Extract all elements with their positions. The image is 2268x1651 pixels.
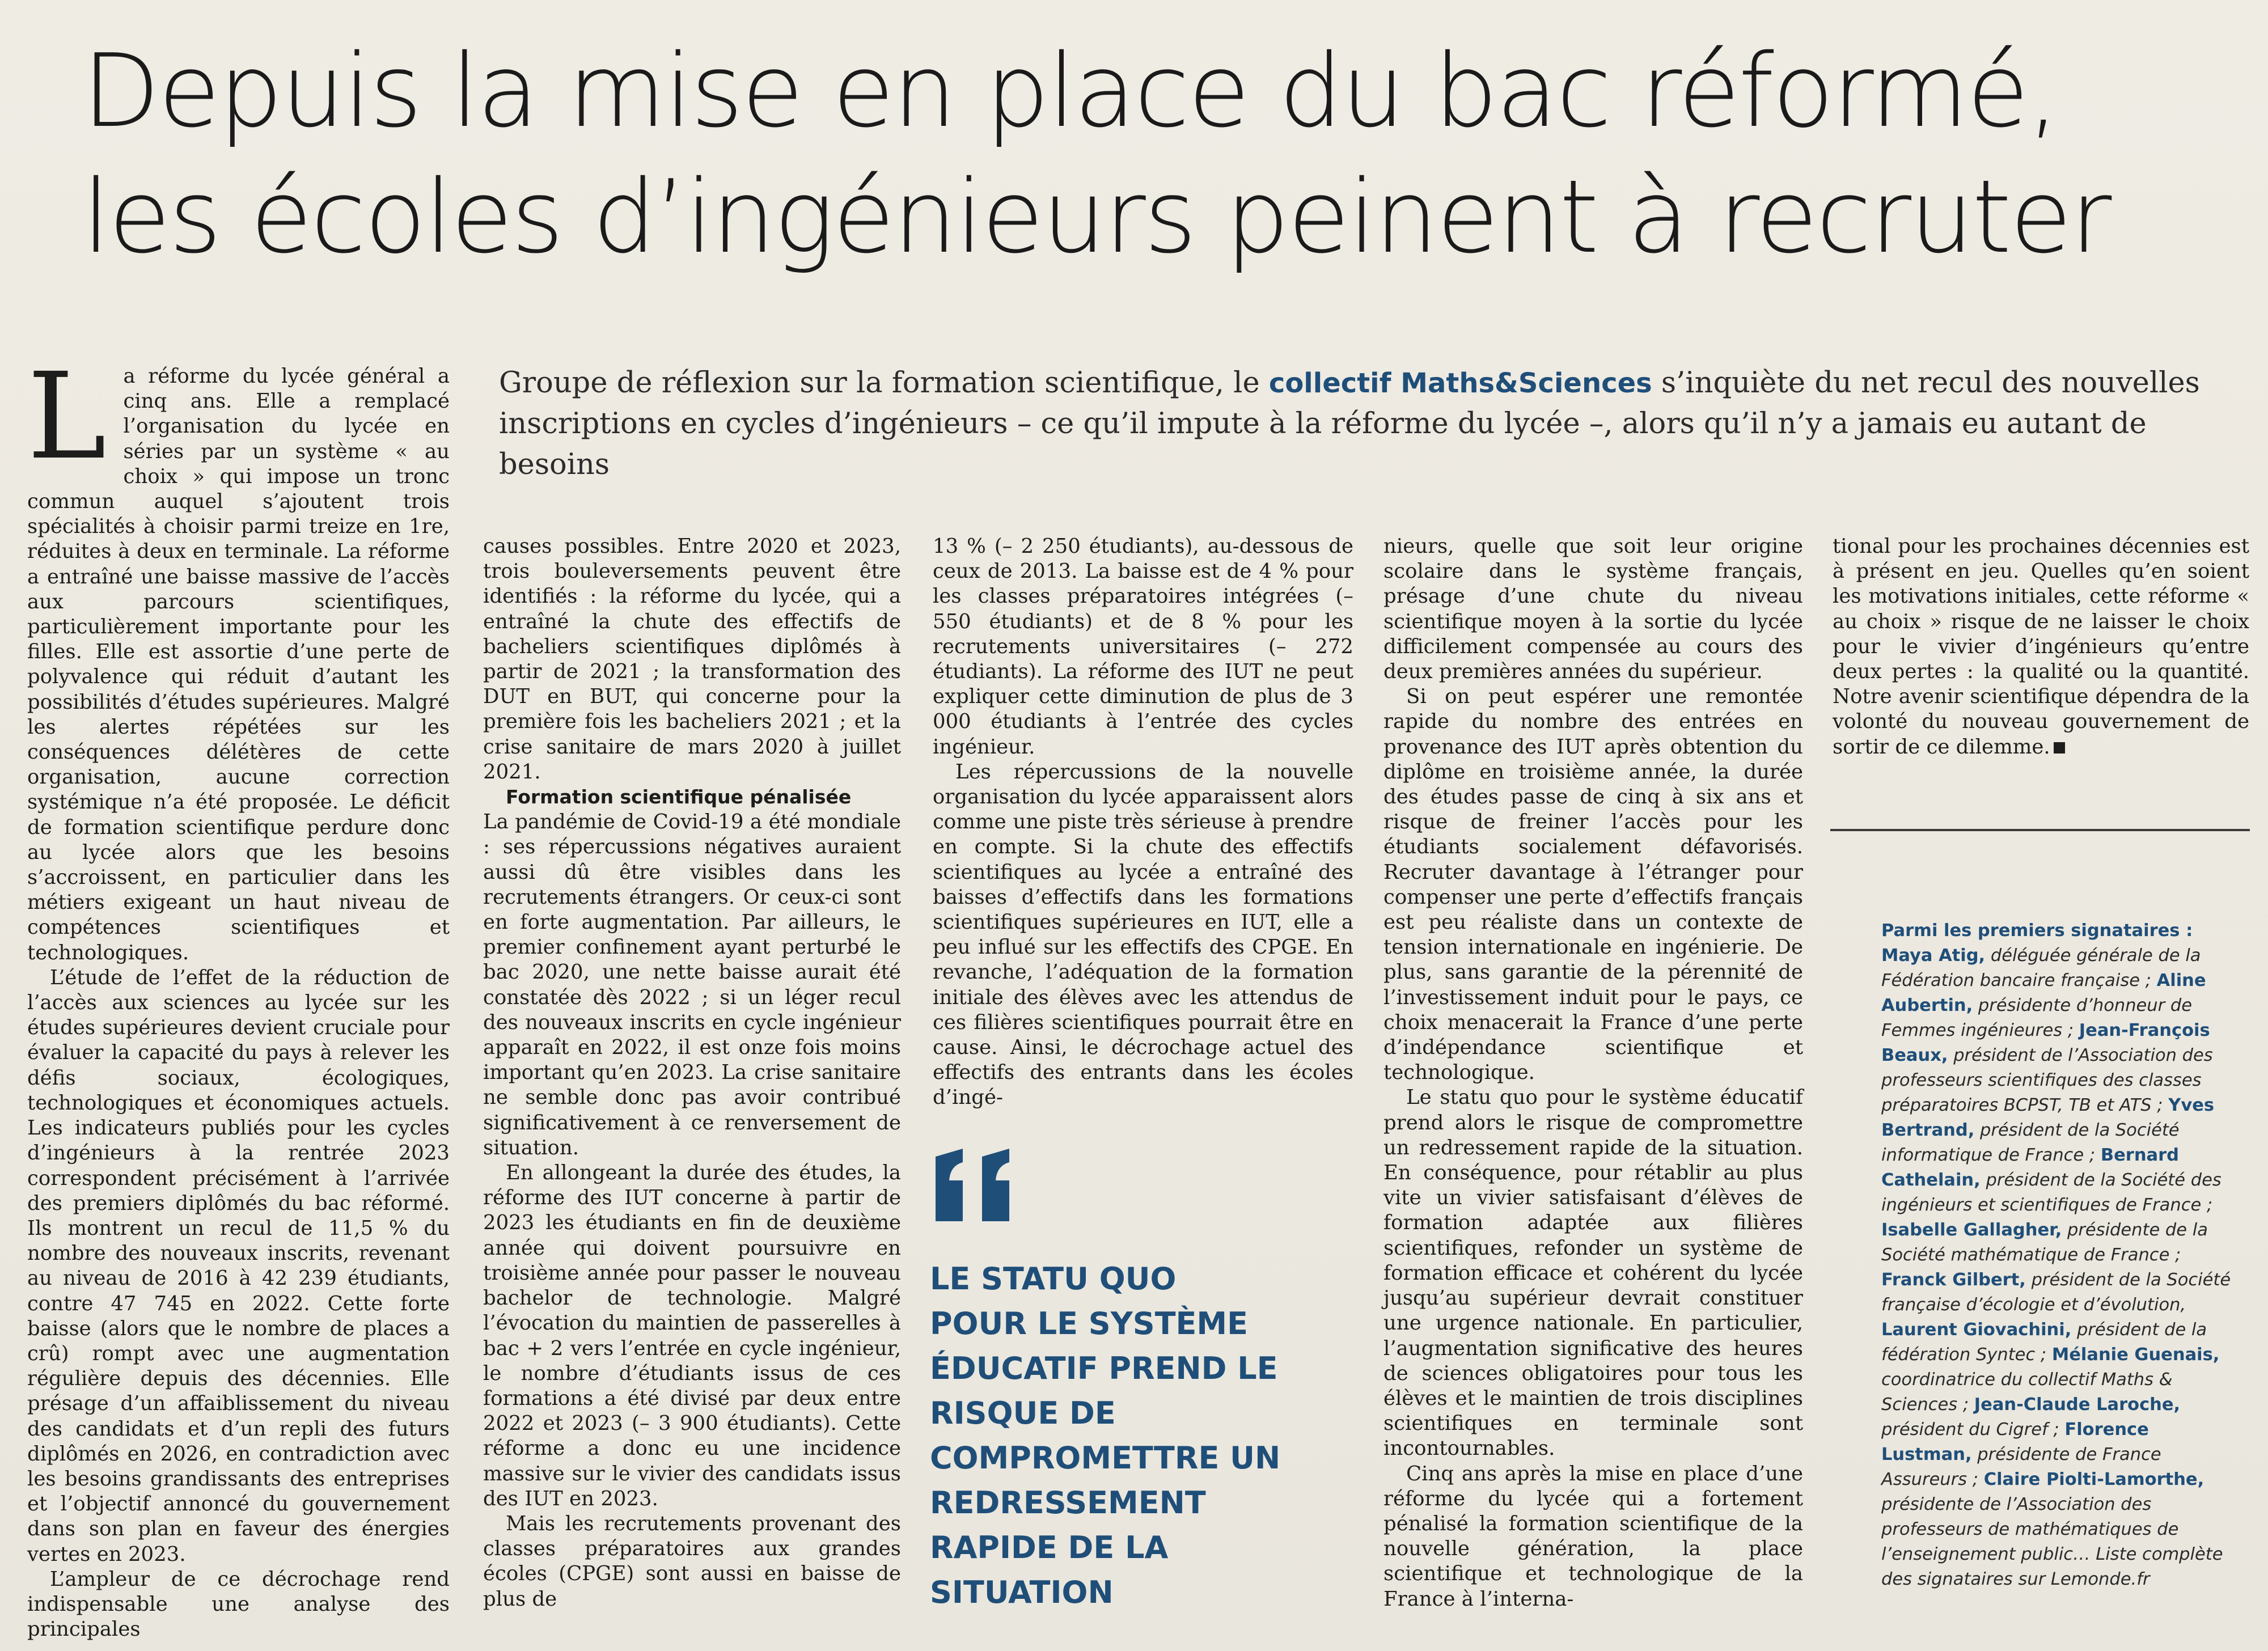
article-column-1 xyxy=(27,347,450,1642)
signatory-role: coordinatrice du collectif Maths & Sciences ; xyxy=(1881,1370,2173,1415)
end-mark-icon xyxy=(2054,742,2065,753)
paragraph: Les répercussions de la nouvelle organisation du lycée apparaissent alors comme une piste très sérieuse à prendre en compte. Si la chute des effectifs scientifiques au lycée a entraîné des baisses d’effectifs dans les formations scientifiques supérieures en IUT, elle a peu influé sur les effectifs des CPGE. En revanche, l’adéquation de la formation initiale des élèves avec les attendus de ces filières scientifiques pourrait être en cause. Ainsi, le décrochage actuel des effectifs des entrants dans les écoles d’ingé- xyxy=(933,760,1353,1110)
signatory-name: Jean-Claude Laroche, xyxy=(1974,1395,2181,1415)
signatory-name: Jean-François Beaux, xyxy=(1881,1021,2210,1065)
signatory-role: présidente de la Société mathématique de France ; xyxy=(1881,1220,2208,1265)
pull-quote-text: LE STATU QUO POUR LE SYSTÈME ÉDUCATIF PREND LE RISQUE DE COMPROMETTRE UN REDRESSEMENT RAPIDE DE LA SITUATION xyxy=(930,1261,1281,1610)
signatory-role: présidente de l’Association des professeurs de mathématiques de l’enseignement public… Liste complète des signataires sur Lemonde.fr xyxy=(1881,1495,2223,1589)
article-column-5 xyxy=(1833,534,2249,760)
paragraph: Cinq ans après la mise en place d’une réforme du lycée qui a fortement pénalisé la formation scientifique de la nouvelle génération, la place scientifique et technologique de la France à l’interna- xyxy=(1383,1462,1803,1611)
signatory-name: Aline Aubertin, xyxy=(1881,971,2206,1015)
paragraph: En allongeant la durée des études, la réforme des IUT concerne à partir de 2023 les étudiants en fin de deuxième année qui doivent poursuivre en troisième année pour passer le nouveau bachelor de technologie. Malgré l’évocation du maintien de passerelles à bac + 2 vers l’entrée en cycle ingénieur, le nombre d’étudiants issus de ces formations a été divisé par deux entre 2022 et 2023 (– 3 900 étudiants). Cette réforme a donc eu une incidence massive sur le vivier des candidats issus des IUT en 2023. xyxy=(483,1161,901,1510)
signatory-role: président de la fédération Syntec ; xyxy=(1881,1320,2207,1365)
headline-line-1: Depuis la mise en place du bac réformé, xyxy=(82,32,2058,150)
article-column-3 xyxy=(933,534,1353,1111)
signatory-role: président de la Société informatique de France ; xyxy=(1881,1120,2180,1165)
signatory-role: président de la Société des ingénieurs et scientifiques de France ; xyxy=(1881,1170,2222,1215)
standfirst-author: collectif Maths&Sciences xyxy=(1268,367,1652,399)
paragraph: nieurs, quelle que soit leur origine scolaire dans le système français, présage d’une chute du niveau scientifique moyen à la sortie du lycée difficilement compensée au cours des deux premières années du supérieur. xyxy=(1383,535,1803,684)
paragraph xyxy=(1833,534,2249,760)
quote-mark-icon xyxy=(930,1145,1021,1225)
signatory-name: Claire Piolti-Lamorthe, xyxy=(1983,1470,2204,1489)
paragraph: Mais les recrutements provenant des classes préparatoires aux grandes écoles (CPGE) sont aussi en baisse de plus de xyxy=(483,1512,901,1611)
standfirst-text-after: s’inquiète du net recul des nouvelles inscriptions en cycles d’ingénieurs – ce qu’il impute à la réforme du lycée –, alors qu’il n’y a jamais eu autant de besoins xyxy=(499,366,2200,481)
signatory-name: Isabelle Gallagher, xyxy=(1881,1220,2062,1240)
signatory-role: déléguée générale de la Fédération bancaire française ; xyxy=(1881,946,2201,990)
signatory-name: Yves Bertrand, xyxy=(1881,1095,2215,1140)
article-column-2 xyxy=(483,534,901,1612)
drop-cap: L xyxy=(27,347,107,486)
signatory-role: présidente de France Assureurs ; xyxy=(1881,1445,2161,1489)
signatory-name: Bernard Cathelain, xyxy=(1881,1145,2180,1190)
signatory-name: Mélanie Guenais, xyxy=(2051,1345,2220,1365)
signatories-heading: Parmi les premiers signataires : xyxy=(1881,921,2193,941)
standfirst-text-before: Groupe de réflexion sur la formation scientifique, le xyxy=(499,366,1269,400)
article-column-4 xyxy=(1383,534,1803,1612)
signatory-role: président de l’Association des professeurs scientifiques des classes préparatoires BCPST, TB et ATS ; xyxy=(1881,1045,2213,1115)
signatory-role: présidente d’honneur de Femmes ingénieures ; xyxy=(1881,996,2192,1040)
signatory-name: Franck Gilbert, xyxy=(1881,1270,2026,1290)
subheading: Formation scientifique pénalisée xyxy=(506,786,852,808)
pull-quote xyxy=(930,1145,1281,1615)
paragraph-text: tional pour les prochaines décennies est à présent en jeu. Quelles qu’en soient les motivations initiales, cette réforme « au choix » risque de ne laisser le choix pour le vivier d’ingénieurs qu’entre deux pertes : la qualité ou la quantité. Notre avenir scientifique dépendra de la volonté du nouveau gouvernement de sortir de ce dilemme. xyxy=(1833,535,2249,759)
headline-line-2: les écoles d’ingénieurs peinent à recruter xyxy=(82,158,2110,276)
signatories-list xyxy=(1881,946,2231,1589)
paragraph: L’étude de l’effet de la réduction de l’accès aux sciences au lycée sur les études supérieures devient cruciale pour évaluer la capacité du pays à relever les défis sociaux, écologiques, technologiques et économiques actuels. Les indicateurs publiés pour les cycles d’ingénieurs à la rentrée 2023 correspondent précisément à l’arrivée des premiers diplômés du bac réformé. Ils montrent un recul de 11,5 % du nombre des nouveaux inscrits, revenant au niveau de 2016 à 42 239 étudiants, contre 47 745 en 2022. Cette forte baisse (alors que le nombre de places a crû) rompt avec une augmentation régulière depuis des décennies. Elle présage d’un affaiblissement du niveau des candidats et d’un repli des futurs diplômés en 2026, en contradiction avec les besoins grandissants des entreprises et l’objectif annoncé du gouvernement dans son plan en faveur des énergies vertes en 2023. xyxy=(27,966,450,1566)
paragraph: La pandémie de Covid-19 a été mondiale : ses répercussions négatives auraient aussi dû être visibles dans les recrutements étrangers. Or ceux-ci sont en forte augmentation. Par ailleurs, le premier confinement ayant perturbé le bac 2020, une nette baisse aurait été constatée dès 2022 ; si un léger recul des nouveaux inscrits en cycle ingénieur apparaît en 2022, il est onze fois moins important qu’en 2023. La crise sanitaire ne semble donc pas avoir contribué significativement à ce renversement de situation. xyxy=(483,810,901,1159)
signatory-role: président du Cigref ; xyxy=(1881,1420,2065,1440)
paragraph: L’ampleur de ce décrochage rend indispensable une analyse des principales xyxy=(27,1567,450,1641)
headline xyxy=(82,28,2214,280)
signatories-box xyxy=(1881,918,2244,1592)
paragraph: causes possibles. Entre 2020 et 2023, trois bouleversements peuvent être identifiés : la réforme du lycée, qui a entraîné la chute des effectifs de bacheliers scientifiques diplômés à partir de 2021 ; la transformation des DUT en BUT, qui concerne pour la première fois les bacheliers 2021 ; et la crise sanitaire de mars 2020 à juillet 2021. xyxy=(483,535,901,784)
paragraph: a réforme du lycée général a cinq ans. Elle a remplacé l’organisation du lycée en séries par un système « au choix » qui impose un tronc commun auquel s’ajoutent trois spécialités à choisir parmi treize en 1re, réduites à deux en terminale. La réforme a entraîné une baisse massive de l’accès aux parcours scientifiques, particulièrement importante pour les filles. Elle est assortie d’une perte de polyvalence qui réduit d’autant les possibilités d’études supérieures. Malgré les alertes répétées sur les conséquences délétères de cette organisation, aucune correction systémique n’a été proposée. Le déficit de formation scientifique perdure donc au lycée alors que les besoins s’accroissent, en particulier dans les métiers exigeant un haut niveau de compétences scientifiques et technologiques. xyxy=(27,365,450,964)
divider-rule xyxy=(1830,829,2250,831)
paragraph: 13 % (– 2 250 étudiants), au-dessous de ceux de 2013. La baisse est de 4 % pour les classes préparatoires intégrées (– 550 étudiants) et de 8 % pour les recrutements universitaires (– 272 étudiants). La réforme des IUT ne peut expliquer cette diminution de plus de 3 000 étudiants à l’entrée des cycles ingénieur. xyxy=(933,535,1353,759)
signatory-name: Florence Lustman, xyxy=(1881,1420,2149,1464)
signatory-name: Laurent Giovachini, xyxy=(1881,1320,2072,1340)
signatory-name: Maya Atig, xyxy=(1881,946,1986,966)
paragraph: Si on peut espérer une remontée rapide du nombre des entrées en provenance des IUT après obtention du diplôme en troisième année, la durée des études passe de cinq à six ans et risque de freiner l’accès pour les étudiants socialement défavorisés. Recruter davantage à l’étranger pour compenser une perte d’effectifs français est peu réaliste dans un contexte de tension internationale en ingénierie. De plus, sans garantie de la pérennité de l’investissement induit pour le pays, ce choix menacerait la France d’une perte d’indépendance scientifique et technologique. xyxy=(1383,685,1803,1085)
paragraph: Le statu quo pour le système éducatif prend alors le risque de compromettre un redressement rapide de la situation. En conséquence, pour rétablir au plus vite un vivier satisfaisant d’élèves de formation adaptée aux filières scientifiques, refonder un système de formation efficace et cohérent du lycée jusqu’au supérieur devrait constituer une urgence nationale. En particulier, l’augmentation significative des heures de sciences obligatoires pour tous les élèves et le maintien de trois disciplines scientifiques en terminale sont incontournables. xyxy=(1383,1086,1803,1460)
signatory-role: président de la Société française d’écologie et d’évolution, xyxy=(1881,1270,2231,1315)
standfirst xyxy=(499,363,2245,485)
